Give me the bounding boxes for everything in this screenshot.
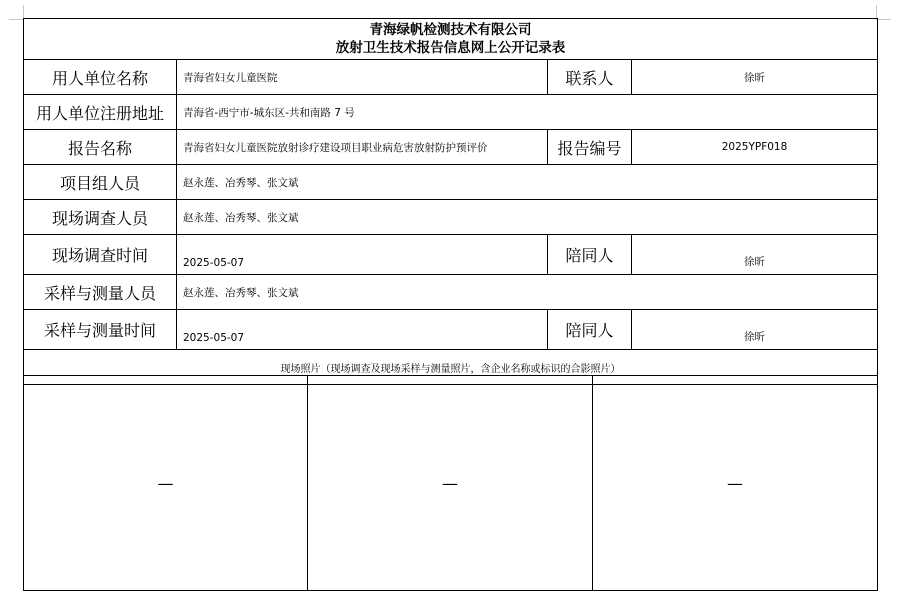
team-value: 赵永莲、冶秀琴、张文斌	[177, 165, 878, 200]
table-row	[24, 60, 878, 95]
sampling-escort-value: 徐昕	[632, 310, 878, 350]
survey-time-label: 现场调查时间	[24, 235, 177, 275]
survey-staff-value: 赵永莲、冶秀琴、张文斌	[177, 200, 878, 235]
form-title: 放射卫生技术报告信息网上公开记录表	[335, 40, 566, 56]
photo-table	[23, 375, 878, 591]
report-name-value: 青海省妇女儿童医院放射诊疗建设项目职业病危害放射防护预评价	[177, 130, 548, 165]
contact-value: 徐昕	[632, 60, 878, 95]
company-name: 青海绿帆检测技术有限公司	[369, 22, 532, 38]
report-no-label: 报告编号	[548, 130, 632, 165]
table-row	[24, 130, 878, 165]
page-corner-mark	[876, 5, 891, 20]
survey-staff-label: 现场调查人员	[24, 200, 177, 235]
table-row	[24, 310, 878, 350]
report-no-value: 2025YPF018	[632, 130, 878, 165]
page-corner-mark	[9, 5, 24, 20]
report-name-label: 报告名称	[24, 130, 177, 165]
photo-cell: —	[24, 376, 308, 591]
photo-caption: 现场照片（现场调查及现场采样与测量照片，含企业名称或标识的合影照片）	[24, 350, 878, 385]
address-value: 青海省-西宁市-城东区-共和南路 7 号	[177, 95, 878, 130]
survey-escort-label: 陪同人	[548, 235, 632, 275]
table-title	[24, 19, 878, 60]
sampling-staff-label: 采样与测量人员	[24, 275, 177, 310]
table-row	[24, 95, 878, 130]
sampling-time-label: 采样与测量时间	[24, 310, 177, 350]
table-row	[24, 200, 878, 235]
address-label: 用人单位注册地址	[24, 95, 177, 130]
table-row	[24, 275, 878, 310]
photo-cell: —	[593, 376, 878, 591]
sampling-escort-label: 陪同人	[548, 310, 632, 350]
photo-cell: —	[308, 376, 593, 591]
employer-value: 青海省妇女儿童医院	[177, 60, 548, 95]
contact-label: 联系人	[548, 60, 632, 95]
disclosure-record-table	[23, 18, 878, 385]
survey-escort-value: 徐昕	[632, 235, 878, 275]
sampling-staff-value: 赵永莲、冶秀琴、张文斌	[177, 275, 878, 310]
table-row	[24, 235, 878, 275]
survey-time-value: 2025-05-07	[177, 235, 548, 275]
table-row	[24, 165, 878, 200]
sampling-time-value: 2025-05-07	[177, 310, 548, 350]
employer-label: 用人单位名称	[24, 60, 177, 95]
team-label: 项目组人员	[24, 165, 177, 200]
